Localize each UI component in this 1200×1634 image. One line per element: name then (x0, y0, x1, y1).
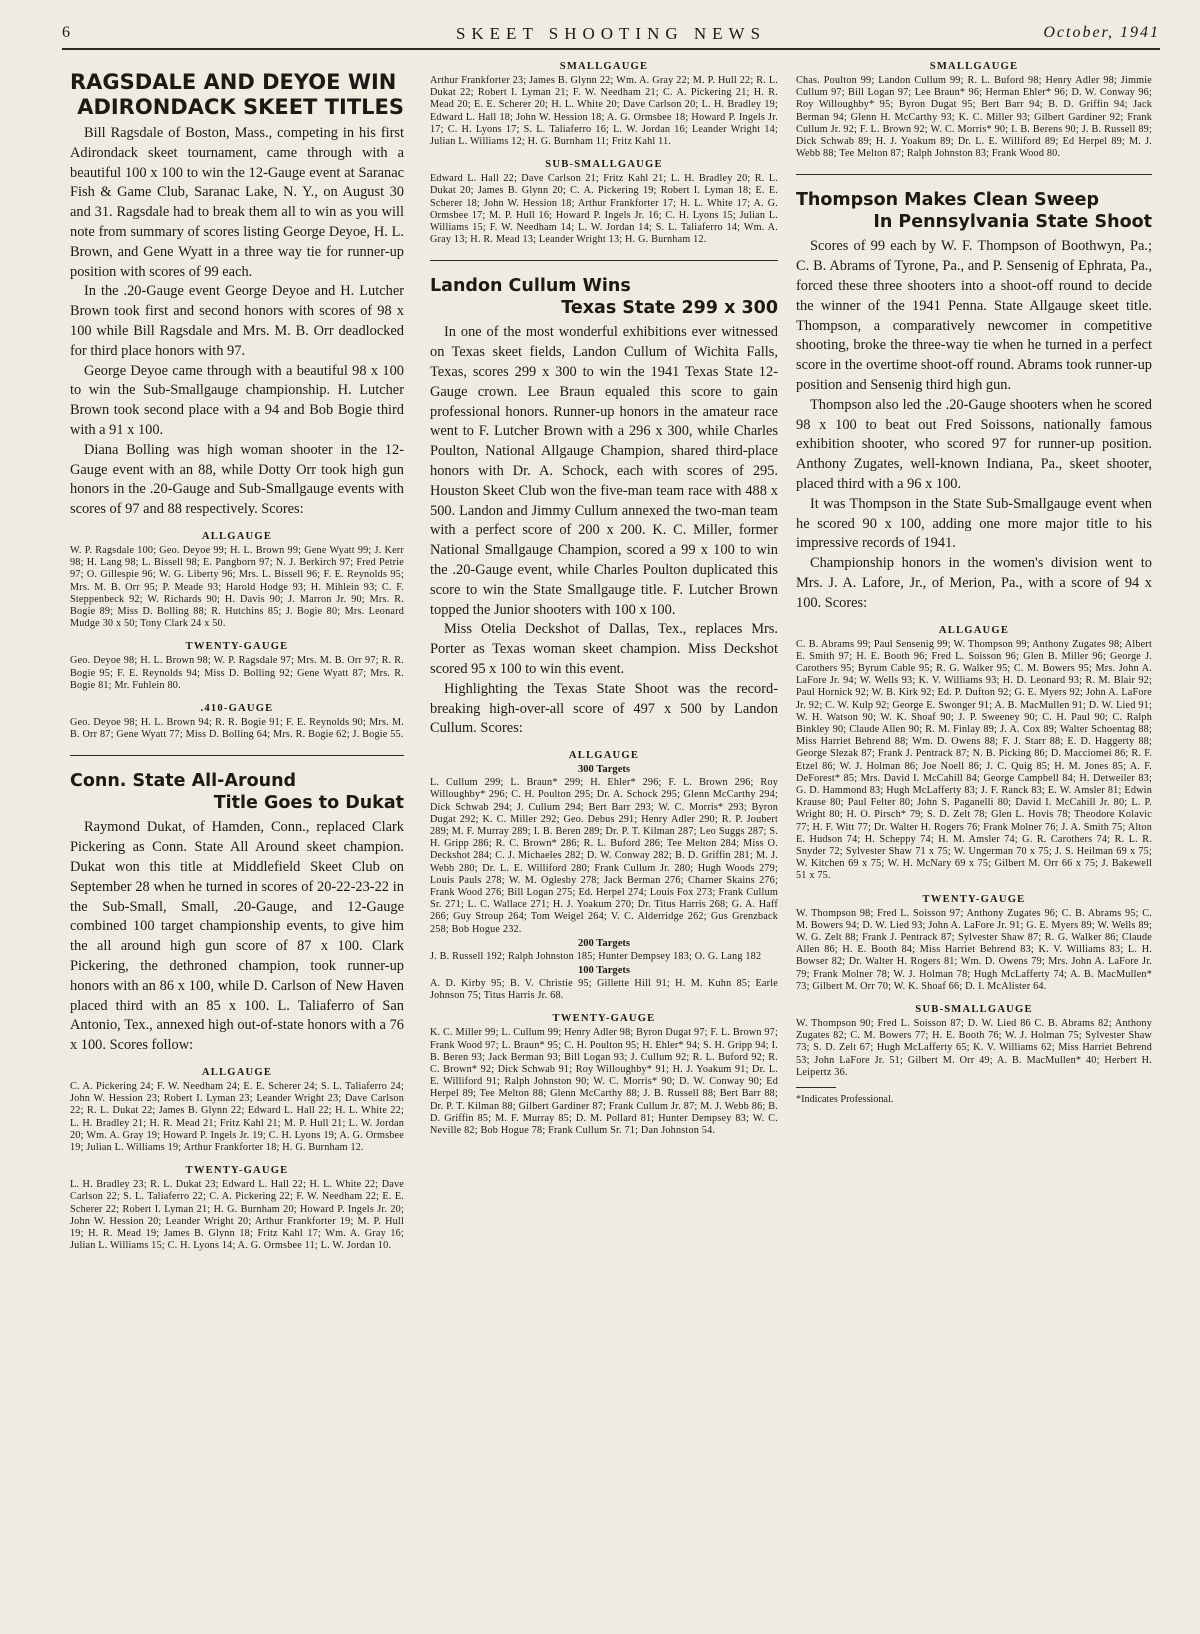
scores-heading: SMALLGAUGE (929, 61, 1019, 72)
headline-line-1: Landon Cullum Wins (430, 276, 631, 297)
article-divider (70, 755, 404, 756)
article-paragraph: Thompson also led the .20-Gauge shooters when he scored 98 x 100 to beat out Fred Soissons, nationally famous exhibition shooter, who scored 97 for runner-up position. Anthony Zugates, well-known Indiana, Pa., skeet shooter, placed third with a 96 x 100. (796, 396, 1152, 492)
scores-list: W. P. Ragsdale 100; Geo. Deyoe 99; H. L. Brown 99; Gene Wyatt 99; J. Kerr 98; H. Lang 98; L. Bissell 98; E. Pangborn 97; N. J. Berkirch 97; Fred Petrie 97; O. Gillespie 96; W. G. Liberty 96; Mrs. L. Bissell 96; F. E. Reynolds 95; Mrs. M. B. Orr 95; P. Meade 93; Harold Hodge 93; H. Mihlein 93; C. F. Steppenbeck 92; W. Richards 90; H. Davis 90; J. Marron Jr. 90; Mrs. R. Bogie 89; Miss D. Bolling 88; R. Hutchins 85; J. Bogie 80; Mrs. Leonard Mudge 30 x 50; Tony Clark 24 x 50. (70, 544, 404, 630)
article-headline (70, 70, 404, 120)
scores-list: Geo. Deyoe 98; H. L. Brown 94; R. R. Bogie 91; F. E. Reynolds 90; Mrs. M. B. Orr 87; Gene Wyatt 77; Miss D. Bolling 64; Mrs. R. Bogie 62; J. Bogie 55. (70, 716, 404, 741)
article-paragraph: It was Thompson in the State Sub-Smallgauge event when he scored 90 x 100, adding one more major title to his impressive records of 1941. (796, 495, 1152, 552)
article-paragraph: George Deyoe came through with a beautiful 98 x 100 to win the Sub-Smallgauge championship. H. Lutcher Brown took second place with a 94 and Bob Bogie third with a 91 x 100. (70, 362, 404, 438)
article-paragraph: Miss Otelia Deckshot of Dallas, Tex., replaces Mrs. Porter as Texas woman skeet champion. Miss Deckshot scored 95 x 100 to win this event. (430, 621, 778, 677)
scores-heading: ALLGAUGE (568, 750, 640, 762)
scores-list: Arthur Frankforter 23; James B. Glynn 22; Wm. A. Gray 22; M. P. Hull 22; R. L. Dukat 22; Robert I. Lyman 21; F. W. Needham 21; C. A. Pickering 21; H. R. Mead 20; E. E. Scherer 20; H. L. White 20; Dave Carlson 20; L. H. Bradley 19; Edward L. Hall 18; John W. Hession 18; A. G. Ormsbee 18; Howard P. Ingels Jr. 17; C. H. Lyons 17; S. L. Taliaferro 16; L. W. Jordan 16; Leander Wright 14; Julian L. Williams 12; H. G. Burnham 11; Fritz Kahl 11. (430, 75, 778, 148)
scores-subheading: 200 Targets (577, 937, 631, 949)
article-divider (430, 260, 778, 261)
page-number: 6 (62, 24, 70, 41)
scores-heading: SUB-SMALLGAUGE (915, 1004, 1033, 1016)
column-left (70, 60, 404, 1252)
scores-subheading: 300 Targets (577, 764, 631, 776)
scores-subheading: 100 Targets (577, 965, 631, 977)
article-paragraph: Diana Bolling was high woman shooter in the 12-Gauge event with an 88, while Dotty Orr took high gun honors in the .20-Gauge and Sub-Smallgauge events with scores of 97 and 88 respectively. Scores: (70, 441, 404, 518)
header-rule (62, 48, 1160, 50)
headline-line-1: Thompson Makes Clean Sweep (796, 190, 1100, 211)
scores-list: L. Cullum 299; L. Braun* 299; H. Ehler* 296; F. L. Brown 296; Roy Willoughby* 296; C. H. Poulton 295; Dr. A. Schock 295; Glenn McCarthy 294; Dick Schwab 294; J. Cullum 294; Bert Barr 293; W. C. Morris* 293; Byron Dugat 292; K. C. Miller 292; Geo. Debus 291; Henry Adler 290; R. P. Joubert 289; M. F. Murray 289; I. B. Beren 289; Dr. P. T. Kilman 287; Leo Suggs 287; S. H. Gripp 286; R. C. Brown* 286; R. L. Buford 286; Tee Melton 284; Miss O. Deckshot 284; C. J. Michaeles 282; D. W. Conway 282; B. D. Griffin 281; M. J. Webb 280; Dr. L. E. Williford 280; Frank Cullum Jr. 280; Hugh Woods 279; Louis Pauls 278; W. M. Oglesby 278; Jack Berman 276; Charner Skains 276; Frank Wood 276; Bill Logan 275; Ed. Herpel 274; Louis Fox 273; Frank Cullum Sr. 271; L. C. Wallace 271; H. J. Yoakum 270; Dr. Titus Harris 268; G. A. Haff 266; Guy Stroup 264; Tom Weigel 264; V. C. Alderridge 262; Gus Grenzback 258; Bob Hogue 232. (430, 777, 778, 935)
article-headline (70, 770, 404, 814)
column-middle (430, 60, 778, 1137)
article-paragraph: Highlighting the Texas State Shoot was the record-breaking high-over-all score of 497 x 500 by Landon Cullum. Scores: (430, 680, 778, 737)
article-landon-cullum (430, 275, 778, 1137)
scores-list: A. D. Kirby 95; B. V. Christie 95; Gillette Hill 91; H. M. Kuhn 85; Earle Johnson 75; Titus Harris Jr. 68. (430, 978, 778, 1002)
article-paragraph: In the .20-Gauge event George Deyoe and H. Lutcher Brown took first and second honors with scores of 98 x 100 while Bill Ragsdale and Mrs. M. B. Orr deadlocked for third place honors with 97. (70, 283, 404, 359)
scores-list: Geo. Deyoe 98; H. L. Brown 98; W. P. Ragsdale 97; Mrs. M. B. Orr 97; R. R. Bogie 95; F. E. Reynolds 94; Miss D. Bolling 92; Gene Wyatt 87; Mrs. R. Bogie 81; Mr. Fuhlein 80. (70, 655, 404, 691)
scores-list: Chas. Poulton 99; Landon Cullum 99; R. L. Buford 98; Henry Adler 98; Jimmie Cullum 97; Bill Logan 97; Lee Braun* 96; Herman Ehler* 96; D. W. Conway 96; Roy Willoughby* 95; Byron Dugat 95; Bert Barr 94; B. D. Griffin 94; Jack Berman 94; Glenn H. McCarthy 93; K. C. Miller 93; Gilbert Gardiner 92; Frank Cullum Jr. 92; F. L. Brown 92; W. C. Morris* 90; I. B. Berens 90; J. B. Russell 89; Dick Schwab 89; H. J. Yoakum 89; Dr. L. E. Williford 89; Ed Herpel 89; M. J. Webb 88; Tee Melton 87; Ralph Johnston 83; Frank Wood 80. (796, 75, 1152, 160)
scores-list: W. Thompson 98; Fred L. Soisson 97; Anthony Zugates 96; C. B. Abrams 95; C. M. Bowers 94; D. W. Lied 93; John A. LaFore Jr. 91; G. E. Myers 89; W. Wells 89; W. G. Zelt 88; Frank J. Pentrack 87; Sylvester Shaw 87; R. G. Walker 86; Claude Allen 86; H. E. Booth 84; Miss Harriet Behrend 83; K. V. Williams 83; L. H. Bowser 82; Dr. Walter H. Rogers 81; Wm. D. Owens 79; Mrs. John A. LaFore Jr. 79; Frank Molner 78; W. J. Holman 78; Hugh McLafferty 74; A. B. MacMullen* 73; Gilbert M. Orr 70; W. K. Shoaf 66; D. I. McAlister 64. (796, 907, 1152, 992)
issue-date: October, 1941 (1043, 24, 1160, 41)
scores-heading: SMALLGAUGE (559, 61, 649, 72)
headline-line-2: In Pennsylvania State Shoot (873, 212, 1152, 233)
scores-heading: ALLGAUGE (201, 1066, 273, 1078)
scores-heading: ALLGAUGE (938, 624, 1010, 636)
scores-list: K. C. Miller 99; L. Cullum 99; Henry Adler 98; Byron Dugat 97; F. L. Brown 97; Frank Wood 97; L. Braun* 95; C. H. Poulton 95; H. Ehler* 94; S. H. Gripp 94; I. B. Beren 93; Jack Berman 93; Bill Logan 93; J. Cullum 92; R. L. Buford 92; R. C. Brown* 92; Dick Schwab 91; Roy Willoughby* 91; H. J. Yoakum 91; Dr. L. E. Williford 91; Ralph Johnston 90; W. C. Morris* 90; D. W. Conway 90; Ed Herpel 89; Tee Melton 88; Glenn McCarthy 88; J. B. Russell 88; Bert Barr 88; Dr. P. T. Kilman 88; Gilbert Gardiner 87; Frank Cullum Jr. 87; M. J. Webb 86; B. D. Griffin 85; M. F. Murray 85; D. M. Pollard 81; Hunter Dempsey 83; W. C. Neville 82; Bob Hogue 78; Frank Cullum Sr. 71; Dan Johnston 54. (430, 1027, 778, 1137)
scores-list: L. H. Bradley 23; R. L. Dukat 23; Edward L. Hall 22; H. L. White 22; Dave Carlson 22; S. L. Taliaferro 22; C. A. Pickering 22; F. W. Needham 22; E. E. Scherer 22; Robert I. Lyman 21; H. G. Burnham 20; Howard P. Ingels Jr. 20; John W. Hession 20; Leander Wright 20; Arthur Frankforter 19; M. P. Hull 19; H. R. Mead 19; James B. Glynn 18; Fritz Kahl 17; Wm. A. Gray 16; Julian L. Williams 15; C. H. Lyons 14; A. G. Ormsbee 11; L. W. Jordan 10. (70, 1179, 404, 1252)
scores-list: J. B. Russell 192; Ralph Johnston 185; Hunter Dempsey 183; O. G. Lang 182 (430, 950, 762, 962)
article-paragraph: Raymond Dukat, of Hamden, Conn., replaced Clark Pickering as Conn. State All Around skeet champion. Dukat won this title at Middlefield Skeet Club on September 28 when he turned in scores of 20-22-23-22 in the Sub-Small, Small, .20-Gauge, and 12-Gauge combined 100 target championship events, to give him the all around high gun score of 87 x 100. Clark Pickering, the dethroned champion, took runner-up honors with an 86 x 100, while D. Carlson of New Haven placed third with an 85 x 100. L. Taliaferro of San Antonio, Tex., annexed high out-of-state honors with a 76 x 100. Scores follow: (70, 819, 404, 1054)
column-right (796, 60, 1152, 1106)
article-headline (796, 189, 1152, 233)
headline-line-1: Conn. State All-Around (70, 771, 297, 792)
article-divider (796, 174, 1152, 175)
scores-heading: .410-GAUGE (200, 702, 274, 714)
scores-list: C. B. Abrams 99; Paul Sensenig 99; W. Thompson 99; Anthony Zugates 98; Albert E. Smith 97; H. E. Booth 96; Fred L. Soisson 96; Glen B. Miller 96; George J. Carothers 95; Byrum Cable 95; R. G. Walker 95; C. M. Bowers 95; Mrs. John A. LaFore Jr. 94; W. Wells 93; K. V. Williams 93; H. D. Leonard 93; R. M. Blair 92; Paul Hornick 92; W. B. Kirk 92; Ed. P. Dufton 92; G. E. Myers 92; John A. LaFore Jr. 92; C. W. Kulp 92; George E. Swonger 91; A. B. MacMullen 91; D. W. Lied 91; W. H. Watson 90; W. K. Shoaf 90; J. P. Sweeney 90; C. H. Paul 90; C. Ralph Binkley 90; Claude Allen 90; R. M. Finlay 89; J. A. Cox 89; Walter Schoentag 88; Miss Harriet Behrend 88; Wm. D. Owens 88; F. J. Starr 88; E. D. Haggerty 88; George Slezak 87; Frank J. Pentrack 87; N. B. Picking 86; D. Macciomei 86; R. F. Etzel 86; W. J. Holman 86; Joe Noell 86; J. C. Quig 85; H. M. Jones 85; A. F. DeForest* 85; Mrs. David I. McCahill 84; George Campbell 84; H. Detweiler 83; G. D. Hammond 83; Hugh McLafferty 83; J. F. Ranck 83; E. W. Amsler 81; Edwin Krause 80; Paul Felter 80; John S. Paganelli 80; David I. McCahill Jr. 80; L. P. Wright 80; H. O. Pirsch* 79; S. D. Zelt 78; Glen L. Hovis 78; Theodore Kolavic 77; H. F. Witt 77; Dr. Walter H. Rogers 76; Frank Molner 76; J. A. Smith 75; Alton E. Hudson 74; H. Scheppy 74; H. M. Amsler 74; G. R. Carothers 74; R. L. R. Snyder 72; Sylvester Shaw 71 x 75; W. Ungerman 70 x 75; J. S. Heilman 69 x 75; W. Kitchen 69 x 75; W. H. McNary 69 x 75; Gilbert M. Orr 66 x 75; J. Bakewell 51 x 75. (796, 638, 1152, 882)
article-headline (430, 275, 778, 319)
scores-heading: TWENTY-GAUGE (185, 641, 289, 653)
headline-line-1: RAGSDALE AND DEYOE WIN (70, 70, 397, 94)
article-paragraph: Championship honors in the women's division went to Mrs. J. A. Lafore, Jr., of Merion, Pa., with a score of 94 x 100. Scores: (796, 555, 1152, 611)
headline-line-2: Texas State 299 x 300 (561, 298, 778, 319)
article-thompson (796, 189, 1152, 1106)
headline-line-2: Title Goes to Dukat (213, 793, 404, 814)
article-paragraph: Scores of 99 each by W. F. Thompson of Boothwyn, Pa.; C. B. Abrams of Tyrone, Pa., and P. Sensenig of Ephrata, Pa., forced these three shooters into a shoot-off round to decide the winner of the 1941 Penna. State Allgauge skeet title. Thompson, a comparatively newcomer in competitive shooting, broke the three-way tie when he turned in a perfect score in the overtime shoot-off round. Abrams took runner-up position and Sensenig third high gun. (796, 238, 1152, 393)
scores-heading: ALLGAUGE (201, 530, 273, 542)
scores-list: Edward L. Hall 22; Dave Carlson 21; Fritz Kahl 21; L. H. Bradley 20; R. L. Dukat 20; James B. Glynn 20; C. A. Pickering 19; Robert I. Lyman 18; E. E. Scherer 18; John W. Hession 18; Arthur Frankforter 17; H. L. White 17; A. G. Ormsbee 17; M. P. Hull 16; Howard P. Ingels Jr. 16; C. H. Lyons 15; Julian L. Williams 15; F. W. Needham 14; L. W. Jordan 14; S. L. Taliaferro 14; Wm. A. Gray 13; H. R. Mead 13; Leander Wright 13; H. G. Burnham 12. (430, 173, 778, 246)
scores-heading: TWENTY-GAUGE (185, 1165, 289, 1177)
scores-heading: TWENTY-GAUGE (552, 1013, 656, 1025)
scores-heading: TWENTY-GAUGE (922, 893, 1026, 905)
masthead: SKEET SHOOTING NEWS (455, 24, 767, 43)
page-header (62, 24, 1160, 50)
scores-heading: SUB-SMALLGAUGE (545, 159, 663, 171)
footnote: *Indicates Professional. (796, 1094, 894, 1106)
article-paragraph: Bill Ragsdale of Boston, Mass., competing in his first Adirondack skeet tournament, came through with a beautiful 100 x 100 to win the 12-Gauge event at Saranac Fish & Game Club, Saranac Lake, N. Y., on August 30 and 31. Ragsdale had to break them all to win as you will note from summary of scores listing George Deyoe, H. L. Brown, and Gene Wyatt in a three way tie for runner-up position with scores of 99 each. (70, 125, 404, 280)
article-ragsdale-deyoe (70, 70, 404, 741)
headline-line-2: ADIRONDACK SKEET TITLES (77, 95, 404, 119)
scores-list: W. Thompson 90; Fred L. Soisson 87; D. W. Lied 86 C. B. Abrams 82; Anthony Zugates 82; C. M. Bowers 77; H. E. Booth 76; W. J. Holman 75; Sylvester Shaw 73; S. D. Zelt 67; Hugh McLafferty 65; K. V. Williams 62; Miss Harriet Behrend 53; John LaFore Jr. 51; Gilbert M. Orr 49; A. B. MacMullen* 40; Herbert H. Leipertz 36. (796, 1018, 1152, 1078)
article-paragraph: In one of the most wonderful exhibitions ever witnessed on Texas skeet fields, Landon Cullum of Wichita Falls, Texas, scores 299 x 300 to win the 1941 Texas State 12-Gauge crown. Lee Braun equaled this score to gain professional honors. Runner-up honors in the amateur race went to F. Lutcher Brown with a 296 x 300, while Charles Poulton, National Allgauge Champion, shared third-place honors with Dr. A. Schock, each with scores of 295. Houston Skeet Club won the five-man team race with 488 x 500. Landon and Jimmy Cullum annexed the two-man team with a perfect score of 200 x 200. K. C. Miller, former National Smallgauge Champion, scored a 99 x 100 to win the .20-Gauge event, while Charles Poulton duplicated this score to win the State Smallgauge title. F. Lutcher Brown topped the Junior shooters with 100 x 100. (430, 324, 778, 618)
footnote-rule (796, 1087, 836, 1088)
scores-list: C. A. Pickering 24; F. W. Needham 24; E. E. Scherer 24; S. L. Taliaferro 24; John W. Hession 23; Robert I. Lyman 23; Leander Wright 23; Dave Carlson 22; R. L. Dukat 22; James B. Glynn 22; Edward L. Hall 22; H. L. White 22; L. H. Bradley 21; H. R. Mead 21; Fritz Kahl 21; M. P. Hull 21; L. W. Jordan 20; Wm. A. Gray 19; Howard P. Ingels Jr. 19; C. H. Lyons 19; A. G. Ormsbee 19; Julian L. Williams 19; Arthur Frankforter 18; H. G. Burnham 12. (70, 1080, 404, 1153)
article-conn-state (70, 770, 404, 1252)
